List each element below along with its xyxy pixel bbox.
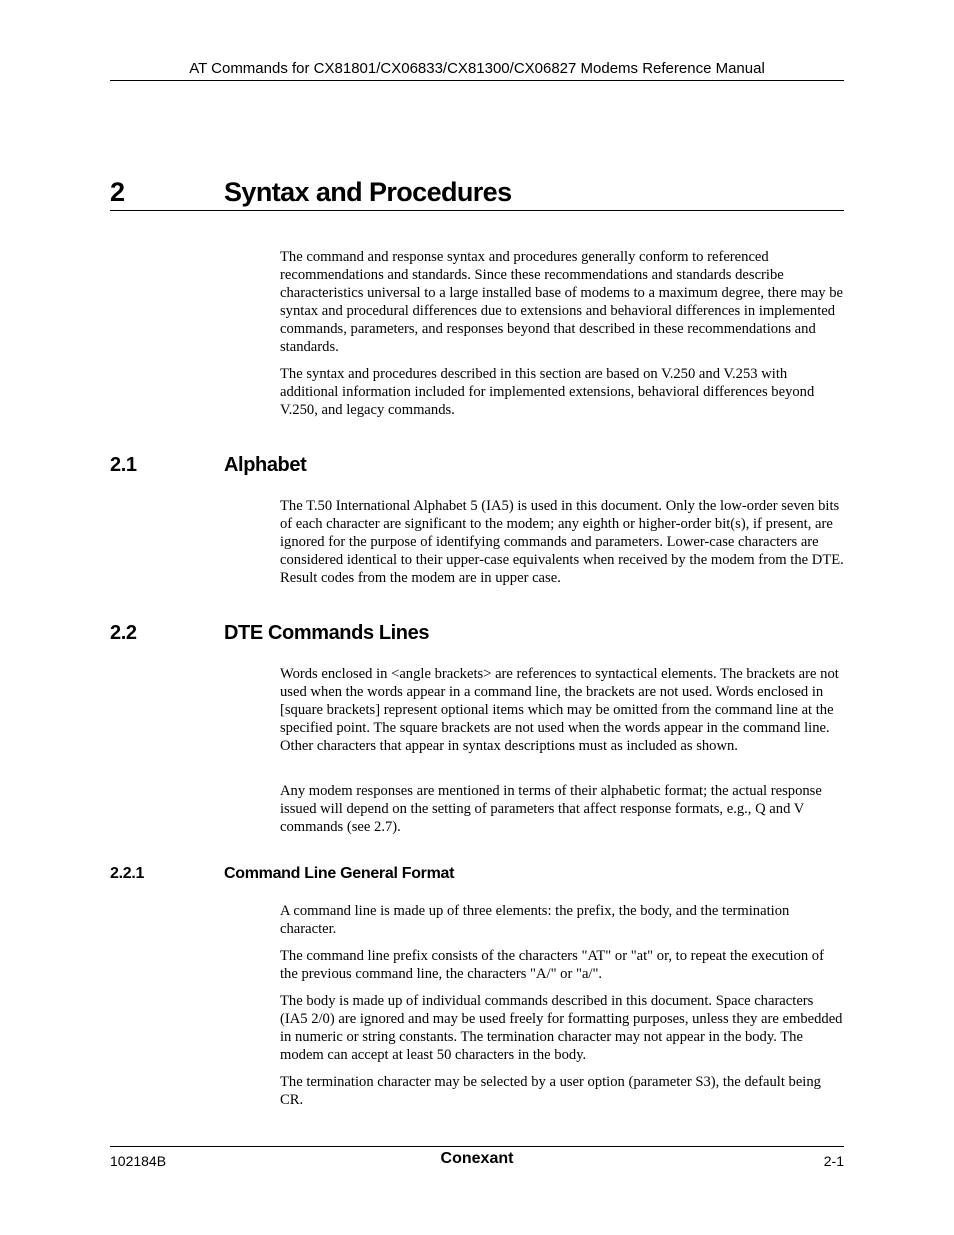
dte-paragraph-1: Words enclosed in <angle brackets> are references to syntactical elements. The brackets are not used when the words appear in a command line, the brackets are not used. Words enclosed in [square brackets] represent optional items which may be omitted from the command line at the specified point. The square brackets are not used when the words appear in the command line. Other characters that appear in syntax descriptions must as included as shown.	[280, 666, 839, 754]
format-paragraph-3: The body is made up of individual commands described in this document. Space characters (IA5 2/0) are ignored and may be used freely for formatting purposes, unless they are embedded in numeric or string constants. The termination character may not appear in the body. The modem can accept at least 50 characters in the body.	[280, 993, 843, 1063]
chapter-number: 2	[110, 177, 125, 207]
section-title: Alphabet	[224, 454, 307, 476]
format-paragraph-1: A command line is made up of three elements: the prefix, the body, and the termination character.	[280, 903, 790, 937]
section-heading-2-2-1	[110, 862, 844, 886]
chapter-heading	[110, 174, 844, 211]
chapter-paragraph-1: The command and response syntax and procedures generally conform to referenced recommendations and standards. Since these recommendations and standards describe characteristics universal to a large installed base of modems to a maximum degree, there may be syntax and procedural differences due to extensions and behavioral differences in implemented commands, parameters, and responses beyond that described in these recommendations and standards.	[280, 249, 844, 355]
header-rule	[110, 80, 844, 81]
company-name: Conexant	[440, 1150, 514, 1167]
footer-rule	[110, 1146, 844, 1147]
page-number: 2-1	[823, 1153, 844, 1169]
running-header: AT Commands for CX81801/CX06833/CX81300/CX06827 Modems Reference Manual	[189, 60, 765, 77]
section-heading-2-2	[110, 619, 844, 647]
document-number: 102184B	[110, 1153, 167, 1169]
section-number: 2.1	[110, 454, 137, 476]
section-number: 2.2	[110, 622, 137, 644]
alphabet-paragraph-1: The T.50 International Alphabet 5 (IA5) is used in this document. Only the low-order seven bits of each character are significant to the modem; any eighth or higher-order bit(s), if present, are ignored for the purpose of identifying commands and parameters. Lower-case characters are considered identical to their upper-case equivalents when received by the modem from the DTE. Result codes from the modem are in upper case.	[280, 498, 844, 586]
section-heading-2-1	[110, 451, 844, 479]
section-title: DTE Commands Lines	[224, 622, 430, 644]
format-paragraph-4: The termination character may be selected by a user option (parameter S3), the default being CR.	[280, 1074, 821, 1108]
chapter-paragraph-2: The syntax and procedures described in this section are based on V.250 and V.253 with additional information included for implemented extensions, behavioral differences beyond V.250, and legacy commands.	[280, 366, 815, 418]
chapter-title: Syntax and Procedures	[224, 177, 512, 207]
format-paragraph-2: The command line prefix consists of the characters "AT" or "at" or, to repeat the execution of the previous command line, the characters "A/" or "a/".	[280, 948, 824, 982]
section-number: 2.2.1	[110, 865, 145, 882]
dte-paragraph-2: Any modem responses are mentioned in terms of their alphabetic format; the actual response issued will depend on the setting of parameters that affect response formats, e.g., Q and V commands (see 2.7).	[280, 783, 822, 835]
section-title: Command Line General Format	[224, 865, 455, 882]
